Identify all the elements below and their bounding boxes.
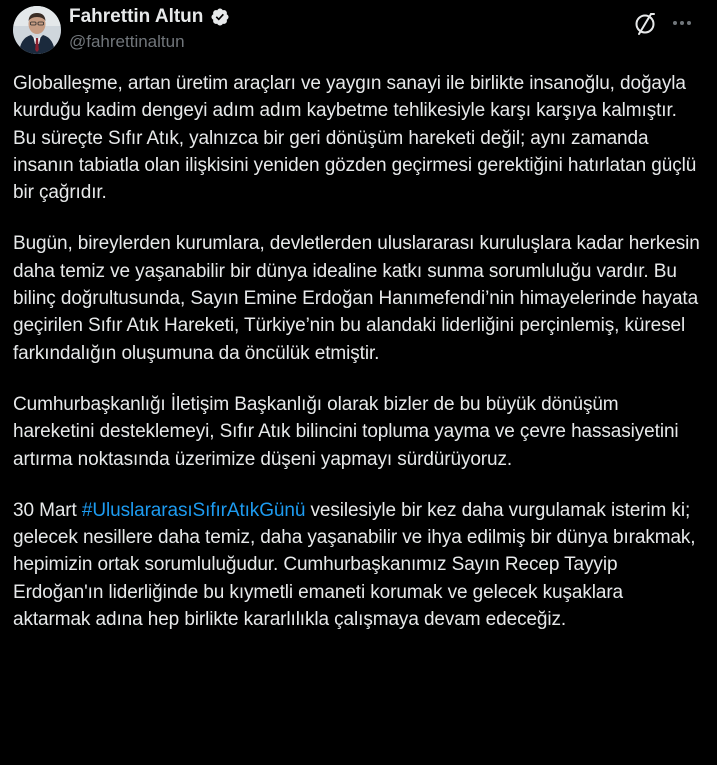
hashtag-link[interactable]: #UluslararasıSıfırAtıkGünü [81,499,306,521]
verified-badge-icon [210,7,230,27]
author-display-name[interactable]: Fahrettin Altun [69,6,204,27]
tweet-paragraph-4 [13,497,705,633]
tweet-paragraph-3: Cumhurbaşkanlığı İletişim Başkanlığı olarak bizler de bu büyük dönüşüm hareketini desteklemeyi, Sıfır Atık bilincini topluma yayma ve çevre hassasiyetini artırma noktasında üzerimize düşeni yapmayı sürdürüyoruz. [13,393,679,470]
grok-icon[interactable] [632,10,658,36]
avatar-image [13,6,61,54]
paragraph-4-lead: 30 Mart [13,499,82,521]
paragraph-4-rest: vesilesiyle bir kez daha vurgulamak isterim ki; gelecek nesillere daha temiz, daha yaşanabilir ve ihya edilmiş bir dünya bırakmak, hepimizin ortak sorumluluğudur. Cumhurbaşkanımız Sayın Recep Tayyip Erdoğan'ın liderliğinde bu kıymetli emaneti korumak ve gelecek kuşaklara aktarmak adına hep birlikte kararlılıkla çalışmaya devam edeceğiz. [13,499,696,631]
tweet-paragraph-1: Globalleşme, artan üretim araçları ve yaygın sanayi ile birlikte insanoğlu, doğayla kurduğu kadim dengeyi adım adım kaybetme tehlikesiyle karşı karşıya kalmıştır. Bu süreçte Sıfır Atık, yalnızca bir geri dönüşüm hareketi değil; aynı zamanda insanın tabiatla olan ilişkisini yeniden gözden geçirmesi gerektiğini hatırlatan güçlü bir çağrıdır. [13,73,697,204]
author-name-row[interactable] [69,5,230,29]
more-options-icon[interactable] [670,12,694,34]
tweet-paragraph-2: Bugün, bireylerden kurumlara, devletlerden uluslararası kuruluşlara kadar herkesin daha temiz ve yaşanabilir bir dünya idealine katkı sunma sorumluluğu vardır. Bu bilinç doğrultusunda, Sayın Emine Erdoğan Hanımefendi’nin himayelerinde hayata geçirilen Sıfır Atık Hareketi, Türkiye’nin bu alandaki liderliğini perçinlemiş, küresel farkındalığın oluşumuna da öncülük etmiştir. [13,233,700,364]
author-handle[interactable]: @fahrettinaltun [69,32,185,51]
tweet-body [13,70,705,657]
avatar[interactable] [13,6,61,54]
tweet-header [0,0,717,64]
